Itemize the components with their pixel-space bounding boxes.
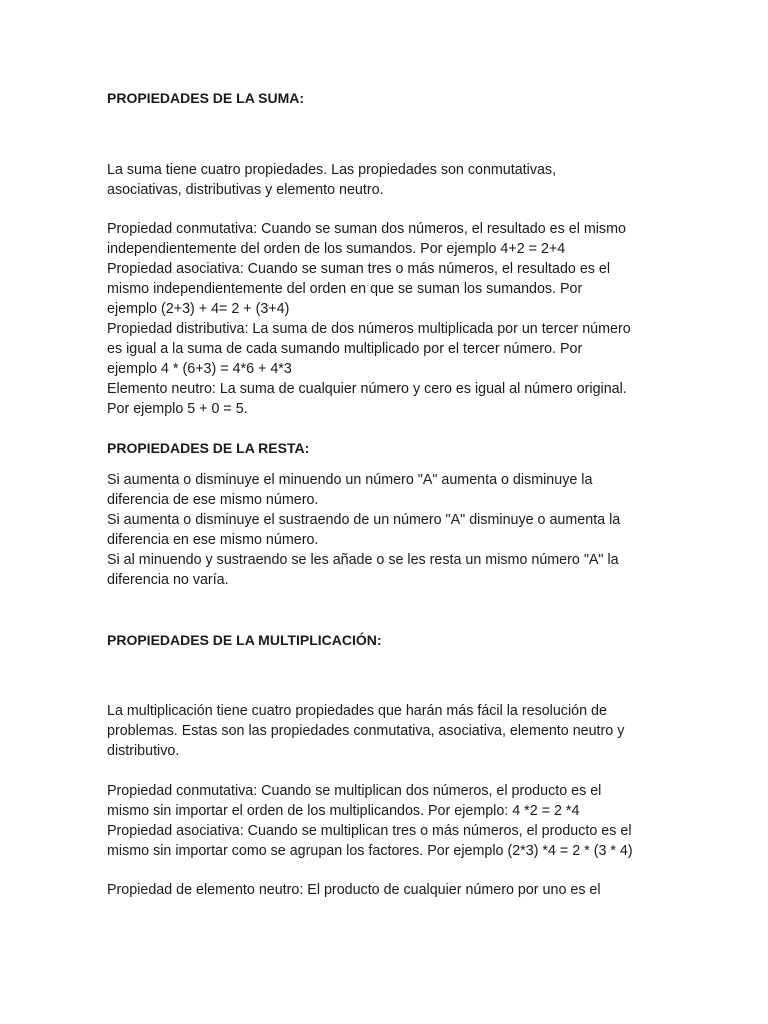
resta-property-line: Si al minuendo y sustraendo se les añade o se les resta un mismo número "A" la bbox=[107, 552, 619, 568]
suma-heading: PROPIEDADES DE LA SUMA: bbox=[107, 90, 305, 106]
suma-property-line: Elemento neutro: La suma de cualquier número y cero es igual al número original. bbox=[107, 381, 627, 397]
suma-intro-line: asociativas, distributivas y elemento neutro. bbox=[107, 182, 384, 198]
multiplicacion-neutro-line: Propiedad de elemento neutro: El producto de cualquier número por uno es el bbox=[107, 882, 601, 898]
suma-intro-paragraph bbox=[107, 160, 556, 200]
resta-property-line: diferencia no varía. bbox=[107, 572, 229, 588]
resta-heading: PROPIEDADES DE LA RESTA: bbox=[107, 440, 310, 456]
suma-intro-line: La suma tiene cuatro propiedades. Las propiedades son conmutativas, bbox=[107, 162, 557, 178]
resta-properties-paragraph bbox=[107, 470, 620, 590]
multiplicacion-intro-line: distributivo. bbox=[107, 743, 180, 759]
suma-property-line: independientemente del orden de los sumandos. Por ejemplo 4+2 = 2+4 bbox=[107, 241, 566, 257]
multiplicacion-heading: PROPIEDADES DE LA MULTIPLICACIÓN: bbox=[107, 632, 382, 648]
multiplicacion-property-line: mismo sin importar el orden de los multiplicandos. Por ejemplo: 4 *2 = 2 *4 bbox=[107, 803, 580, 819]
multiplicacion-properties-paragraph bbox=[107, 781, 633, 861]
suma-property-line: ejemplo 4 * (6+3) = 4*6 + 4*3 bbox=[107, 361, 292, 377]
suma-properties-paragraph bbox=[107, 219, 631, 419]
suma-property-line: Propiedad distributiva: La suma de dos números multiplicada por un tercer número bbox=[107, 321, 631, 337]
suma-property-line: Por ejemplo 5 + 0 = 5. bbox=[107, 401, 248, 417]
multiplicacion-property-line: Propiedad asociativa: Cuando se multiplican tres o más números, el producto es el bbox=[107, 823, 632, 839]
suma-property-line: mismo independientemente del orden en que se suman los sumandos. Por bbox=[107, 281, 583, 297]
resta-property-line: diferencia de ese mismo número. bbox=[107, 492, 319, 508]
multiplicacion-intro-line: La multiplicación tiene cuatro propiedades que harán más fácil la resolución de bbox=[107, 703, 607, 719]
suma-property-line: Propiedad conmutativa: Cuando se suman dos números, el resultado es el mismo bbox=[107, 221, 626, 237]
resta-property-line: Si aumenta o disminuye el minuendo un número "A" aumenta o disminuye la bbox=[107, 472, 593, 488]
multiplicacion-property-line: Propiedad conmutativa: Cuando se multiplican dos números, el producto es el bbox=[107, 783, 602, 799]
multiplicacion-property-line: mismo sin importar como se agrupan los factores. Por ejemplo (2*3) *4 = 2 * (3 * 4) bbox=[107, 843, 633, 859]
suma-property-line: Propiedad asociativa: Cuando se suman tres o más números, el resultado es el bbox=[107, 261, 611, 277]
resta-property-line: Si aumenta o disminuye el sustraendo de un número "A" disminuye o aumenta la bbox=[107, 512, 621, 528]
resta-property-line: diferencia en ese mismo número. bbox=[107, 532, 319, 548]
multiplicacion-intro-line: problemas. Estas son las propiedades conmutativa, asociativa, elemento neutro y bbox=[107, 723, 625, 739]
suma-property-line: es igual a la suma de cada sumando multiplicado por el tercer número. Por bbox=[107, 341, 583, 357]
multiplicacion-intro-paragraph bbox=[107, 701, 624, 761]
multiplicacion-neutro-paragraph bbox=[107, 880, 601, 900]
suma-property-line: ejemplo (2+3) + 4= 2 + (3+4) bbox=[107, 301, 290, 317]
